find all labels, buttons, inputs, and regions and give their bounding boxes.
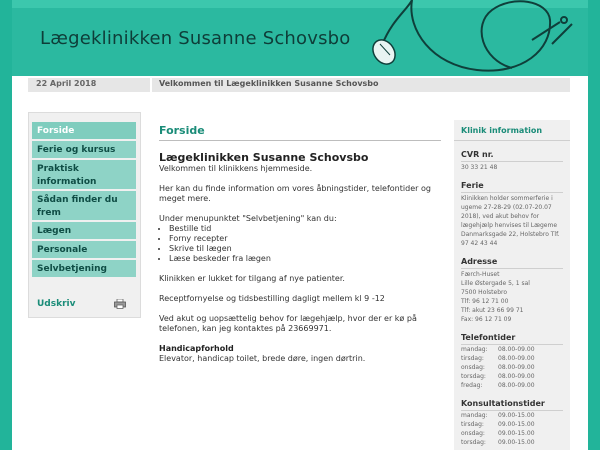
konsultation-row: onsdag: 09.00-15.00: [461, 430, 535, 437]
konsultation-row: torsdag: 09.00-15.00: [461, 439, 535, 446]
telefontider-title: Telefontider: [461, 333, 563, 345]
sidebar-item-laegen[interactable]: Lægen: [32, 222, 136, 239]
cvr-value: 30 33 21 48: [461, 164, 498, 171]
konsultation-row: mandag: 09.00-15.00: [461, 412, 535, 419]
address-line: Lille Østergade 5, 1 sal: [461, 280, 530, 287]
current-date: 22 April 2018: [36, 79, 97, 88]
telefon-row: torsdag: 08.00-09.00: [461, 373, 535, 380]
telefon-row: tirsdag: 08.00-09.00: [461, 355, 535, 362]
konsultation-row: tirsdag: 09.00-15.00: [461, 421, 535, 428]
site-title[interactable]: Lægeklinikken Susanne Schovsbo: [40, 28, 351, 49]
welcome-text: Velkommen til Lægeklinikken Susanne Schovsbo: [159, 79, 379, 88]
list-item: • Forny recepter: [169, 234, 441, 244]
telefon-row: fredag: 08.00-09.00: [461, 382, 535, 389]
clinic-info-panel: [454, 120, 570, 450]
paragraph-emergency: Ved akut og uopsættelig behov for lægehjælp, hvor der er kø på telefonen, kan jeg kontaktes på 23669971.: [159, 314, 417, 333]
clinic-info-title: Klinik information: [454, 120, 570, 141]
handicap-title: Handicapforhold: [159, 344, 234, 353]
main-content: [159, 124, 441, 364]
handicap-text: Elevator, handicap toilet, brede døre, ingen dørtrin.: [159, 354, 366, 363]
address-line: Færch-Huset: [461, 271, 500, 278]
paragraph-selfservice: Under menupunktet "Selvbetjening" kan du:: [159, 214, 337, 223]
telefon-row: onsdag: 08.00-09.00: [461, 364, 535, 371]
sidebar-item-forside[interactable]: Forside: [32, 122, 136, 139]
cvr-title: CVR nr.: [461, 150, 563, 162]
adresse-title: Adresse: [461, 257, 563, 269]
section-title: Forside: [159, 124, 441, 141]
printer-icon[interactable]: [114, 299, 126, 309]
info-bar: [28, 78, 570, 92]
address-line: Tlf: akut 23 66 99 71: [461, 307, 524, 314]
sidebar-item-praktisk-information[interactable]: Praktisk information: [32, 160, 136, 189]
sidebar-item-ferie-og-kursus[interactable]: Ferie og kursus: [32, 141, 136, 158]
list-item: • Bestille tid: [169, 224, 441, 234]
list-item: • Skrive til lægen: [169, 244, 441, 254]
page-heading: Lægeklinikken Susanne Schovsbo: [159, 151, 369, 164]
sidebar-menu: [28, 112, 141, 318]
list-item: • Læse beskeder fra lægen: [169, 254, 441, 264]
address-line: Fax: 96 12 71 09: [461, 316, 512, 323]
address-line: 7500 Holstebro: [461, 289, 508, 296]
telefon-row: mandag: 08.00-09.00: [461, 346, 535, 353]
site-header: [12, 0, 588, 76]
ferie-title: Ferie: [461, 181, 563, 193]
sidebar-item-selvbetjening[interactable]: Selvbetjening: [32, 260, 136, 277]
paragraph-prescriptions: Receptfornyelse og tidsbestilling dagligt mellem kl 9 -12: [159, 294, 385, 303]
paragraph-info: Her kan du finde information om vores åbningstider, telefontider og meget mere.: [159, 184, 431, 203]
sidebar-item-personale[interactable]: Personale: [32, 241, 136, 258]
stethoscope-mouse-icon: [12, 0, 588, 76]
print-link[interactable]: Udskriv: [37, 299, 76, 309]
paragraph-closed: Klinikken er lukket for tilgang af nye patienter.: [159, 274, 345, 283]
info-bar-divider: [150, 78, 152, 92]
selfservice-list: [159, 224, 441, 264]
konsultationstider-title: Konsultationstider: [461, 399, 563, 411]
ferie-text: Klinikken holder sommerferie i ugeme 27-28-29 (02.07-20.07 2018), ved akut behov for lægehjælp henvises til Lægeme Danmarksgade 22, Holstebro Tlf. 97 42 43 44: [461, 195, 560, 247]
sidebar-item-saadan-finder-du-frem[interactable]: Sådan finder du frem: [32, 191, 136, 220]
intro-text: Velkommen til klinikkens hjemmeside.: [159, 164, 313, 173]
address-line: Tlf: 96 12 71 00: [461, 298, 509, 305]
